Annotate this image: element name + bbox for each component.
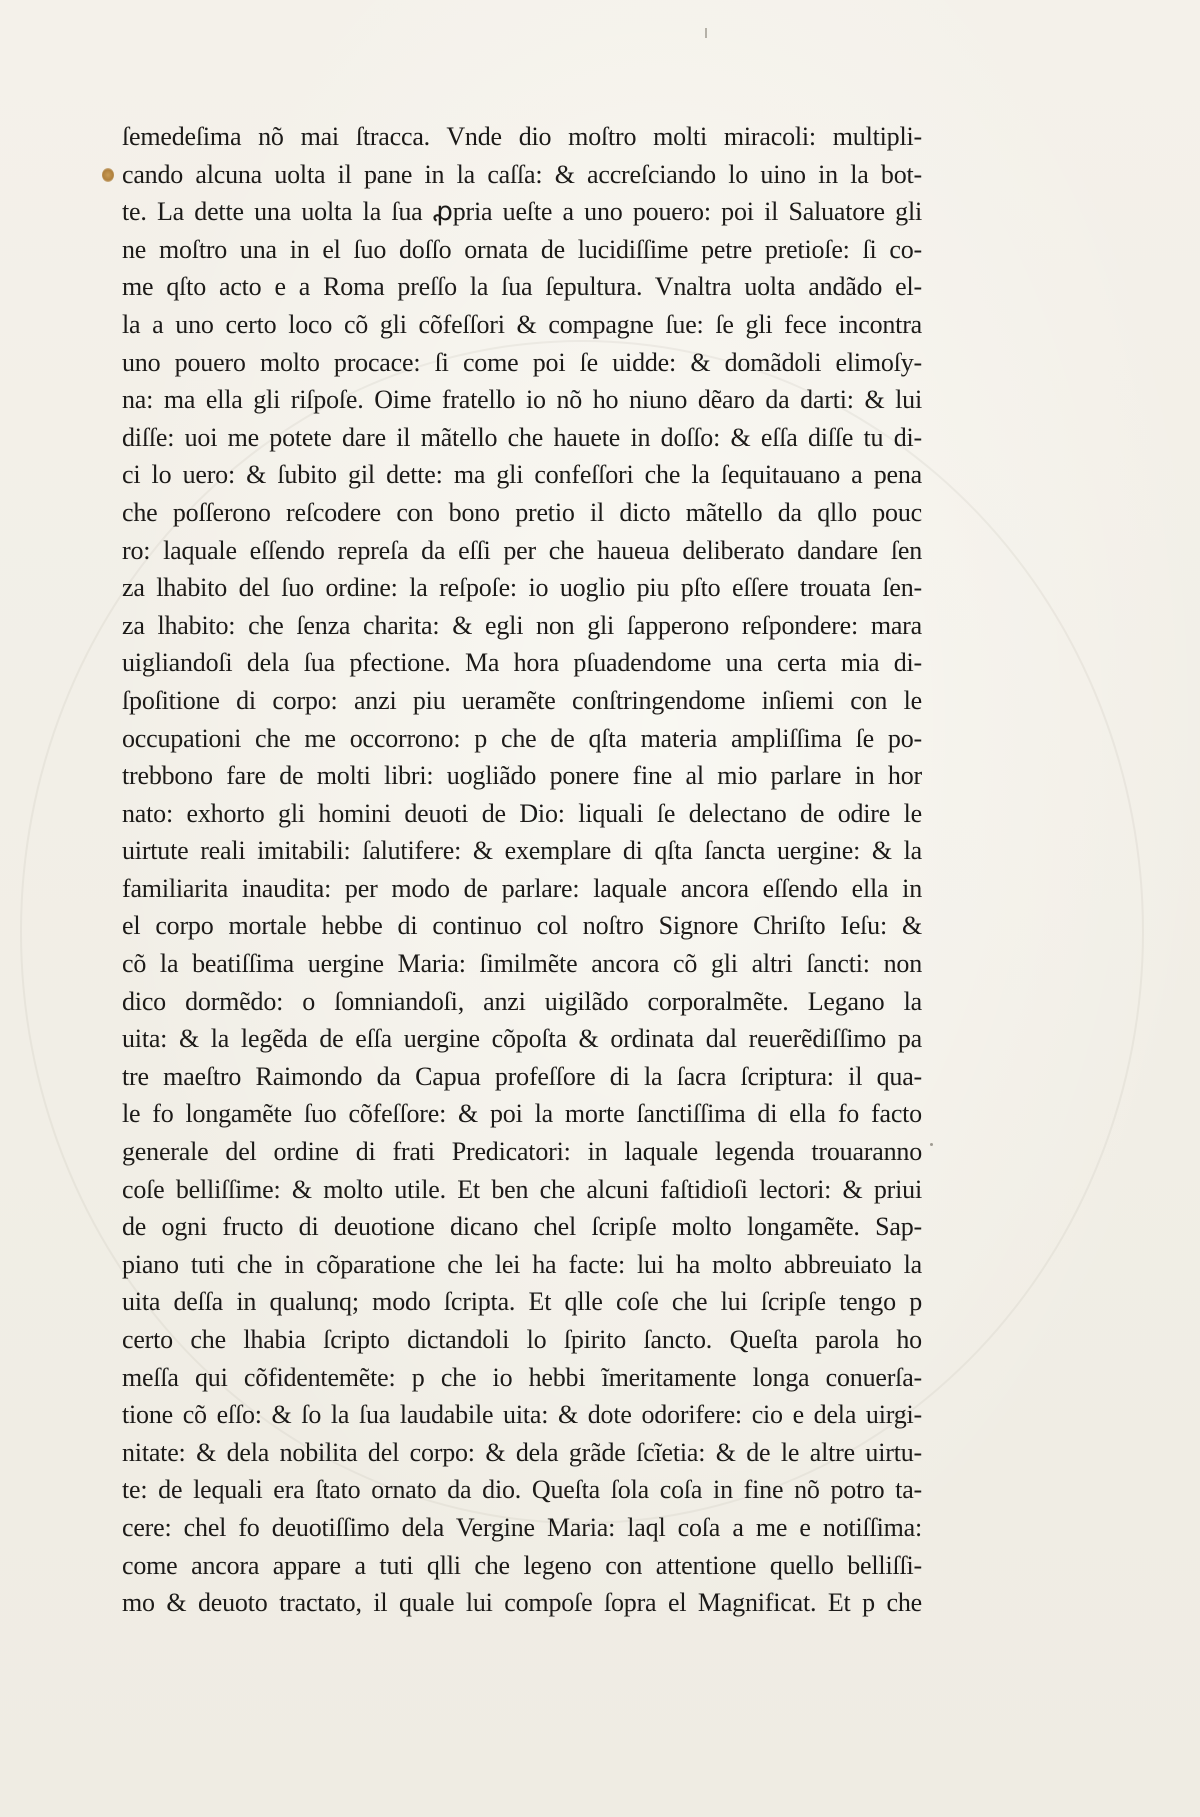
text-line: che poſſerono reſcodere con bono pretio il dicto mãtello da qllo pouc [122,497,922,527]
text-line: certo che lhabia ſcripto dictandoli lo ſpirito ſancto. Queſta parola ho [122,1325,922,1354]
text-line: come ancora appare a tuti qlli che legeno con attentione quello belliſſi‑ [122,1550,922,1580]
text-line: trebbono fare de molti libri: uogliãdo ponere fine al mio parlare in hor [122,761,922,791]
text-line: mo & deuoto tractato, il quale lui compoſe ſopra el Magnificat. Et p che [122,1588,922,1618]
text-line: la a uno certo loco cõ gli cõfeſſori & compagne ſue: ſe gli fece incontra [122,309,922,339]
ink-dot [930,1143,933,1146]
text-line: ſemedeſima nõ mai ſtracca. Vnde dio moſtro molti miracoli: multipli‑ [122,122,922,151]
text-line: tione cõ eſſo: & ſo la ſua laudabile uita: & dote odorifere: cio e dela uirgi‑ [122,1400,922,1430]
text-line: ſpoſitione di corpo: anzi piu ueramẽte conſtringendome inſiemi con le [122,685,922,715]
text-line: te: de lequali era ſtato ornato da dio. Queſta ſola coſa in fine nõ potro ta‑ [122,1475,922,1505]
text-line: nato: exhorto gli homini deuoti de Dio: liquali ſe delectano de odire le [122,798,922,828]
text-line: cando alcuna uolta il pane in la caſſa: & accreſciando lo uino in la bot‑ [122,159,922,189]
text-line: occupationi che me occorrono: p che de qſta materia ampliſſima ſe po‑ [122,723,922,753]
text-line: na: ma ella gli riſpoſe. Oime fratello io nõ ho niuno dẽaro da darti: & lui [122,385,922,415]
text-line: piano tuti che in cõparatione che lei ha facte: lui ha molto abbreuiato la [122,1249,922,1279]
text-line: ne moſtro una in el ſuo doſſo ornata de lucidiſſime petre pretioſe: ſi co‑ [122,234,922,264]
text-line: ro: laquale eſſendo repreſa da eſſi per che haueua deliberato dandare ſen [122,535,922,565]
text-line: te. La dette una uolta la ſua ꝓpria ueſte a uno pouero: poi il Saluatore gli [122,197,922,227]
text-line: za lhabito: che ſenza charita: & egli non gli ſapperono reſpondere: mara [122,610,922,640]
text-line: uirtute reali imitabili: ſalutifere: & exemplare di qſta ſancta uergine: & la [122,836,922,866]
text-line: generale del ordine di frati Predicatori: in laquale legenda trouaranno [122,1137,922,1167]
page-text [122,118,922,1622]
text-line: uigliandoſi dela ſua pfectione. Ma hora pſuadendome una certa mia di‑ [122,648,922,678]
page-mark [705,28,707,38]
ink-stain [102,168,114,182]
text-line: uita deſſa in qualunq; modo ſcripta. Et qlle coſe che lui ſcripſe tengo p [122,1287,922,1317]
text-line: coſe belliſſime: & molto utile. Et ben che alcuni faſtidioſi lectori: & priui [122,1174,922,1204]
text-line: me qſto acto e a Roma preſſo la ſua ſepultura. Vnaltra uolta andãdo el‑ [122,272,922,302]
text-line: cõ la beatiſſima uergine Maria: ſimilmẽte ancora cõ gli altri ſancti: non [122,949,922,979]
text-line: el corpo mortale hebbe di continuo col noſtro Signore Chriſto Ieſu: & [122,911,922,941]
text-line: de ogni fructo di deuotione dicano chel ſcripſe molto longamẽte. Sap‑ [122,1212,922,1242]
text-line: ci lo uero: & ſubito gil dette: ma gli confeſſori che la ſequitauano a pena [122,460,922,490]
text-line: familiarita inaudita: per modo de parlare: laquale ancora eſſendo ella in [122,873,922,903]
text-line: meſſa qui cõfidentemẽte: p che io hebbi ĩmeritamente longa conuerſa‑ [122,1362,922,1392]
text-line: uno pouero molto procace: ſi come poi ſe uidde: & domãdoli elimoſy‑ [122,347,922,377]
text-line: le fo longamẽte ſuo cõfeſſore: & poi la morte ſanctiſſima di ella fo facto [122,1099,922,1129]
text-line: tre maeſtro Raimondo da Capua profeſſore di la ſacra ſcriptura: il qua‑ [122,1061,922,1091]
text-line: cere: chel fo deuotiſſimo dela Vergine Maria: laql coſa a me e notiſſima: [122,1512,922,1542]
text-line: dico dormẽdo: o ſomniandoſi, anzi uigilãdo corporalmẽte. Legano la [122,986,922,1016]
text-line: za lhabito del ſuo ordine: la reſpoſe: io uoglio piu pſto eſſere trouata ſen‑ [122,573,922,603]
text-line: diſſe: uoi me potete dare il mãtello che hauete in doſſo: & eſſa diſſe tu di‑ [122,422,922,452]
text-line: nitate: & dela nobilita del corpo: & dela grãde ſcĩetia: & de le altre uirtu‑ [122,1437,922,1467]
text-line: uita: & la legẽda de eſſa uergine cõpoſta & ordinata dal reuerẽdiſſimo pa [122,1024,922,1054]
